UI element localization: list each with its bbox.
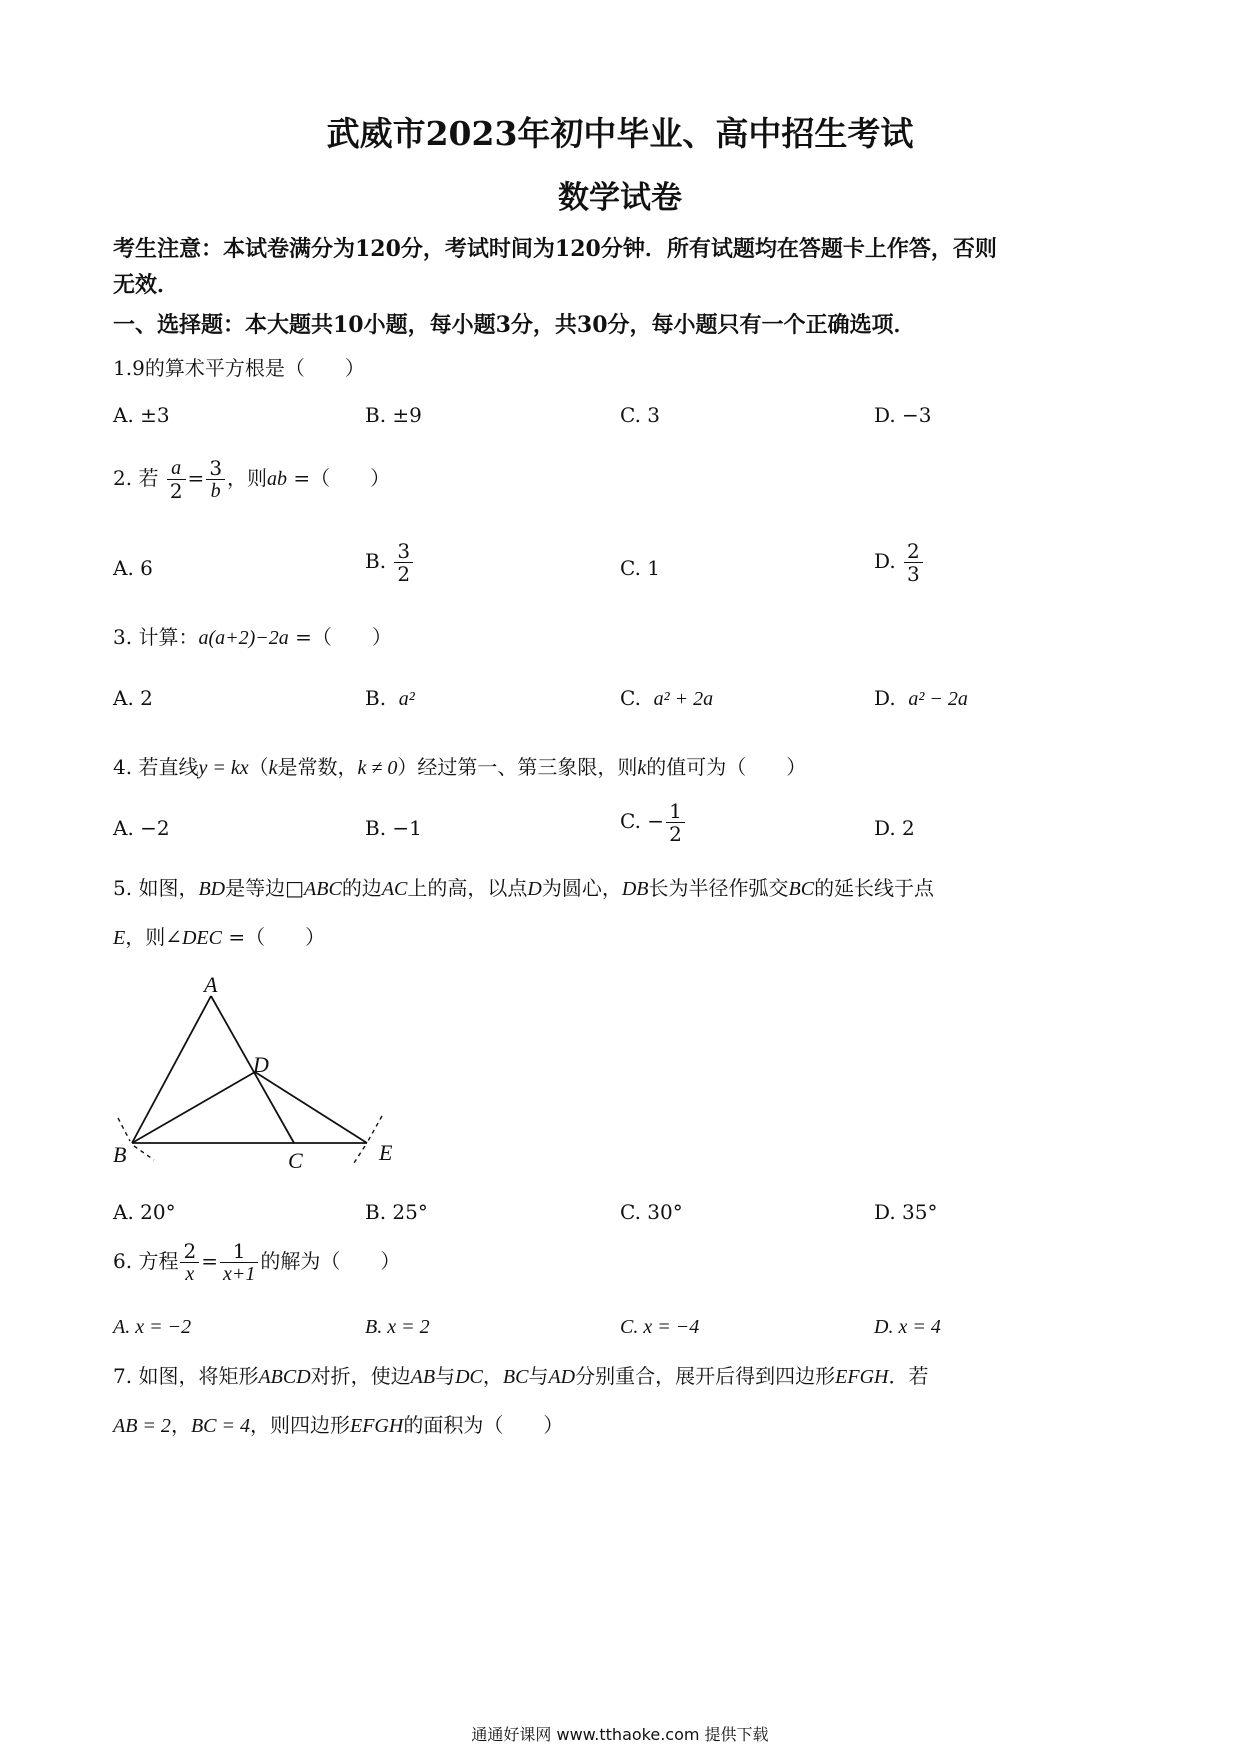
- q1-option-a: A. ±3: [113, 403, 170, 427]
- fraction-a-over-2: [167, 457, 186, 502]
- stem-text: 长为半径作弧交: [648, 876, 789, 900]
- math-expr: DB: [621, 878, 649, 900]
- fraction-1-over-x-plus-1: [220, 1240, 258, 1285]
- math-expr: BC = 4: [190, 1415, 250, 1437]
- q2-option-c: C. 1: [620, 556, 661, 580]
- equals-sign: =: [201, 1249, 218, 1273]
- stem-text: （: [248, 755, 269, 779]
- q1-option-b: B. ±9: [365, 403, 422, 427]
- question-7-line-2: [113, 1409, 563, 1438]
- stem-text: ，则四边形: [250, 1413, 350, 1437]
- math-expr: ab: [267, 468, 288, 490]
- math-expr: AD: [548, 1366, 576, 1388]
- question-number: 2.: [113, 466, 133, 490]
- q4-option-b: B. −1: [365, 816, 422, 840]
- frac-num: 3: [394, 540, 413, 563]
- frac-den: 2: [397, 562, 411, 586]
- math-expr: E: [113, 927, 126, 949]
- q6-option-b: B. x = 2: [365, 1316, 430, 1338]
- q3-option-a: A. 2: [113, 686, 153, 710]
- question-4: [113, 751, 806, 780]
- stem-text: ）经过第一、第三象限，则: [397, 755, 638, 779]
- q6-option-c: C. x = −4: [620, 1316, 700, 1338]
- q5-option-d: D. 35°: [874, 1200, 938, 1224]
- frac-den: 3: [907, 562, 920, 586]
- math-expr: AC: [381, 878, 408, 900]
- question-number: 7.: [113, 1364, 133, 1388]
- arc-mark-b-lower: [134, 1146, 154, 1160]
- stem-text: 的延长线于点: [814, 876, 935, 900]
- arc-mark-e-lower: [352, 1146, 365, 1166]
- frac-den: x+1: [222, 1263, 256, 1285]
- label-e: E: [379, 1140, 393, 1165]
- stem-text: ，则∠: [125, 925, 182, 949]
- q3-option-c: [620, 686, 713, 711]
- arc-mark-e-upper: [368, 1116, 382, 1141]
- stem-text: 若直线: [138, 755, 199, 779]
- math-expr: a²: [398, 688, 415, 710]
- q1-option-c: C. 3: [620, 403, 661, 427]
- q2-option-d: [874, 540, 925, 585]
- stem-text: ，: [482, 1364, 503, 1388]
- math-expr: AB: [410, 1366, 436, 1388]
- question-1: [113, 352, 365, 381]
- stem-text: 上的高，以点: [407, 876, 528, 900]
- math-expr: k ≠ 0: [357, 757, 398, 779]
- fraction-3-over-b: [206, 457, 225, 502]
- frac-num: 1: [220, 1240, 258, 1263]
- figure-equilateral-triangle: [100, 970, 420, 1180]
- math-expr: EFGH: [835, 1366, 889, 1388]
- question-6: [113, 1240, 400, 1285]
- question-number: 6.: [113, 1249, 133, 1273]
- frac-den: b: [210, 480, 221, 502]
- fraction-2-over-x: [180, 1240, 199, 1285]
- math-expr: ABCD: [258, 1366, 311, 1388]
- math-expr: DEC: [181, 927, 222, 949]
- q4-option-d: D. 2: [874, 816, 915, 840]
- frac-den: 2: [669, 822, 682, 846]
- q3-option-b: [365, 686, 415, 711]
- fraction-1-over-2: [666, 800, 685, 845]
- stem-text: =（ ）: [221, 925, 326, 949]
- stem-text: 对折，使边: [310, 1364, 411, 1388]
- stem-text: 如图，: [138, 876, 199, 900]
- fraction-2-over-3: [904, 540, 923, 585]
- math-expr: AB = 2: [113, 1415, 171, 1437]
- triangle-symbol: □: [285, 876, 305, 900]
- q6-option-d: D. x = 4: [874, 1316, 941, 1338]
- option-label: C. −: [620, 809, 665, 833]
- frac-num: 3: [206, 457, 225, 480]
- equals-sign: =: [187, 466, 205, 490]
- stem-text: =（ ）: [288, 625, 392, 649]
- option-label: B.: [365, 686, 387, 710]
- math-expr: a(a+2)−2a: [198, 627, 289, 649]
- math-expr: k: [268, 757, 278, 779]
- q5-option-b: B. 25°: [365, 1200, 428, 1224]
- frac-den: 2: [169, 479, 183, 503]
- q5-option-c: C. 30°: [620, 1200, 683, 1224]
- math-expr: D: [527, 878, 542, 900]
- stem-text: 的值可为（ ）: [646, 755, 807, 779]
- fraction-3-over-2: [394, 540, 413, 585]
- question-number: 3.: [113, 625, 133, 649]
- q4-option-a: A. −2: [113, 816, 170, 840]
- stem-text: 与: [528, 1364, 549, 1388]
- q5-option-a: A. 20°: [113, 1200, 176, 1224]
- q2-option-b: [365, 540, 415, 585]
- stem-text: 与: [435, 1364, 456, 1388]
- stem-text: 方程: [138, 1249, 179, 1273]
- stem-text: ．若: [888, 1364, 929, 1388]
- arc-mark-b-upper: [118, 1118, 130, 1141]
- question-number: 5.: [113, 876, 133, 900]
- stem-text: 的面积为（ ）: [403, 1413, 564, 1437]
- question-2: [113, 457, 390, 502]
- math-expr: BC: [502, 1366, 529, 1388]
- frac-num: a: [167, 457, 186, 480]
- label-a: A: [204, 972, 218, 997]
- question-5-line-2: [113, 921, 325, 950]
- stem-text: 计算：: [138, 625, 199, 649]
- frac-num: 1: [666, 800, 685, 823]
- math-expr: y = kx: [198, 757, 249, 779]
- math-expr: BD: [198, 878, 226, 900]
- section-heading: 一、选择题：本大题共10小题，每小题3分，共30分，每小题只有一个正确选项．: [113, 312, 916, 338]
- q2-option-a: A. 6: [113, 556, 153, 580]
- math-expr: a² − 2a: [908, 688, 968, 710]
- stem-text: 如图，将矩形: [138, 1364, 259, 1388]
- option-label: B.: [365, 549, 387, 573]
- math-expr: DC: [455, 1366, 483, 1388]
- q4-option-c: [620, 800, 687, 845]
- math-expr: k: [637, 757, 647, 779]
- q1-option-d: D. −3: [874, 403, 932, 427]
- question-7-line-1: [113, 1360, 928, 1389]
- stem-text: 为圆心，: [541, 876, 622, 900]
- segment-de: [255, 1072, 367, 1143]
- frac-num: 2: [904, 540, 923, 563]
- footer-download-note: 通通好课网 www.tthaoke.com 提供下载: [471, 1725, 769, 1744]
- question-number: 4.: [113, 755, 133, 779]
- question-3: [113, 621, 392, 650]
- page-subtitle: 数学试卷: [558, 180, 682, 216]
- frac-den: x: [185, 1263, 195, 1285]
- stem-text: ，则: [227, 466, 268, 490]
- math-expr: a² + 2a: [653, 688, 714, 710]
- option-label: C.: [620, 686, 641, 710]
- label-c: C: [288, 1148, 303, 1173]
- question-5-line-1: [113, 872, 934, 901]
- label-b: B: [113, 1142, 127, 1167]
- stem-text: 分别重合，展开后得到四边形: [575, 1364, 836, 1388]
- question-number: 1.: [113, 356, 133, 380]
- frac-num: 2: [180, 1240, 199, 1263]
- stem-text: ，: [170, 1413, 191, 1437]
- stem-text: 是等边: [225, 876, 286, 900]
- math-expr: BC: [788, 878, 815, 900]
- label-d: D: [253, 1052, 269, 1077]
- stem-text: =（ ）: [287, 466, 391, 490]
- stem-text: 的边: [341, 876, 382, 900]
- notice-line-2: 无效．: [113, 272, 180, 298]
- stem-text: 若: [138, 466, 159, 490]
- option-label: D.: [874, 549, 896, 573]
- question-stem: 9的算术平方根是（ ）: [132, 356, 365, 380]
- page-title: 武威市2023年初中毕业、高中招生考试: [326, 114, 914, 153]
- q6-option-a: A. x = −2: [113, 1316, 192, 1338]
- notice-line-1: 考生注意：本试卷满分为120分，考试时间为120分钟．所有试题均在答题卡上作答，否则: [113, 236, 997, 262]
- stem-text: 的解为（ ）: [260, 1249, 401, 1273]
- q3-option-d: [874, 686, 968, 711]
- math-expr: ABC: [304, 878, 342, 900]
- stem-text: 是常数，: [277, 755, 358, 779]
- option-label: D.: [874, 686, 896, 710]
- math-expr: EFGH: [350, 1415, 404, 1437]
